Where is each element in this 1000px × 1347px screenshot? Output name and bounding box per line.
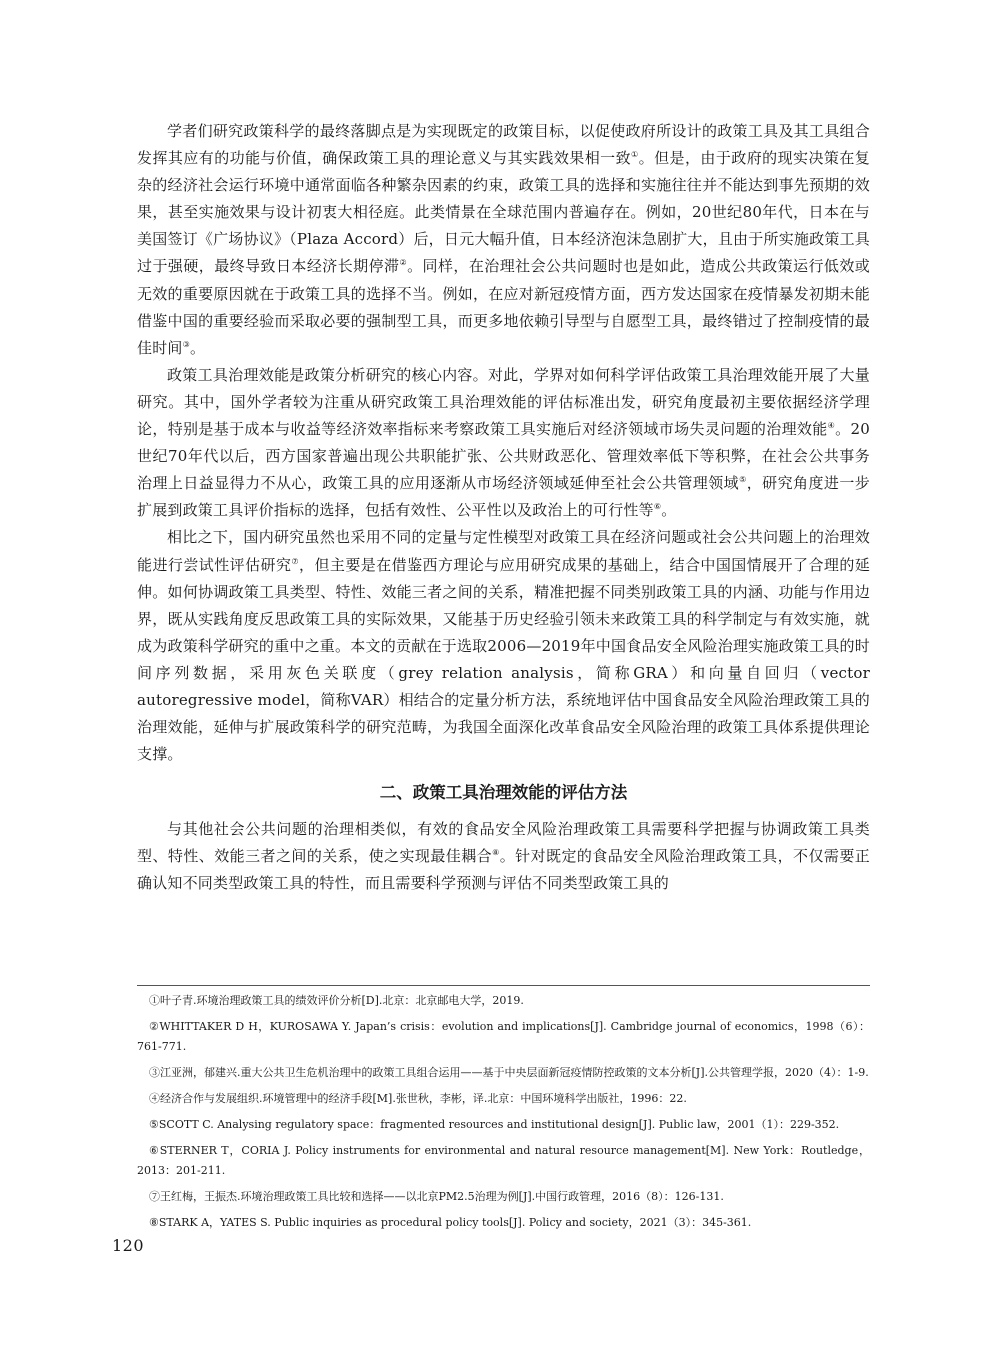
paragraph-text: 。但是，由于政府的现实决策在复杂的经济社会运行环境中通常面临各种繁杂因素的约束，政策工具的选择和实施往往并不能达到事先预期的效果，甚至实施效果与设计初衷大相径庭。此类情景在全球范围内普遍存在。例如，20世纪80年代，日本在与美国签订《广场协议》（Plaza Accord）后，日元大幅升值，日本经济泡沫急剧扩大，且由于所实施政策工具过于强硬，最终导致日本经济长期停滞: [137, 149, 870, 276]
footnote-ref-1[interactable]: ①: [631, 150, 639, 160]
footnote-ref-4[interactable]: ④: [827, 421, 836, 431]
page-number: 120: [112, 1236, 145, 1255]
footnote-1: ①叶子青.环境治理政策工具的绩效评价分析[D].北京：北京邮电大学，2019.: [149, 994, 524, 1007]
footnote-ref-2[interactable]: ②: [399, 258, 408, 268]
footnote-6: ⑥STERNER T，CORIA J. Policy instruments for environmental and natural resource management[M]. New York：Routledge，2013：201-211.: [137, 1144, 870, 1177]
paragraph-evaluation-method: [137, 816, 870, 897]
paragraph-text: 。20世纪70年代以后，西方国家普遍出现公共职能扩张、公共财政恶化、管理效率低下等积弊，在社会公共事务治理上日益显得力不从心，政策工具的应用逐渐从市场经济领域延伸至社会公共管理领域: [137, 420, 871, 493]
paragraph-text: 。同样，在治理社会公共问题时也是如此，造成公共政策运行低效或无效的重要原因就在于政策工具的选择不当。例如，在应对新冠疫情方面，西方发达国家在疫情暴发初期未能借鉴中国的重要经验而采取必要的强制型工具，而更多地依赖引导型与自愿型工具，最终错过了控制疫情的最佳时间: [137, 257, 871, 357]
paragraph-text: ，但主要是在借鉴西方理论与应用研究成果的基础上，结合中国国情展开了合理的延伸。如何协调政策工具类型、特性、效能三者之间的关系，精准把握不同类别政策工具的内涵、功能与作用边界，既从实践角度反思政策工具的实际效果，又能基于历史经验引领未来政策工具的科学制定与有效实施，就成为政策科学研究的重中之重。本文的贡献在于选取2006—2019年中国食品安全风险治理实施政策工具的时间序列数据，采用灰色关联度（grey relation analysis，简称GRA）和向量自回归（vector autoregressive model，简称VAR）相结合的定量分析方法，系统地评估中国食品安全风险治理政策工具的治理效能，延伸与扩展政策科学的研究范畴，为我国全面深化改革食品安全风险治理的政策工具体系提供理论支撑。: [137, 555, 871, 764]
paragraph-text: 。针对既定的食品安全风险治理政策工具，不仅需要正确认知不同类型政策工具的特性，而且需要科学预测与评估不同类型政策工具的: [137, 847, 871, 893]
footnote-ref-8[interactable]: ⑧: [492, 848, 500, 858]
section-heading: 二、政策工具治理效能的评估方法: [379, 783, 628, 803]
footnote-5: ⑤SCOTT C. Analysing regulatory space：fragmented resources and institutional design[J]. Public law，2001（1）：229-352.: [149, 1118, 840, 1131]
paragraph-text: 。: [189, 338, 206, 357]
footnote-ref-6[interactable]: ⑥: [653, 502, 662, 512]
footnote-ref-7[interactable]: ⑦: [291, 556, 300, 566]
footnote-2: ②WHITTAKER D H，KUROSAWA Y. Japan’s crisis：evolution and implications[J]. Cambridge journal of economics，1998（6）：761-771.: [137, 1020, 870, 1053]
paragraph-text: 与其他社会公共问题的治理相类似，有效的食品安全风险治理政策工具需要科学把握与协调政策工具类型、特性、效能三者之间的关系，使之实现最佳耦合: [137, 820, 870, 866]
paragraph-domestic-research: [137, 524, 870, 768]
footnote-7: ⑦王红梅，王振杰.环境治理政策工具比较和选择——以北京PM2.5治理为例[J].中国行政管理，2016（8）：126-131.: [149, 1190, 724, 1203]
paragraph-text: 政策工具治理效能是政策分析研究的核心内容。对此，学界对如何科学评估政策工具治理效能开展了大量研究。其中，国外学者较为注重从研究政策工具治理效能的评估标准出发，研究角度最初主要依据经济学理论，特别是基于成本与收益等经济效率指标来考察政策工具实施后对经济领域市场失灵问题的治理效能: [137, 365, 870, 439]
paragraph-text: ，研究角度进一步扩展到政策工具评价指标的选择，包括有效性、公平性以及政治上的可行性等: [137, 474, 871, 520]
paragraph-policy-goals: [137, 118, 870, 362]
footnotes: [137, 985, 870, 1239]
footnote-3: ③江亚洲，郁建兴.重大公共卫生危机治理中的政策工具组合运用——基于中央层面新冠疫情防控政策的文本分析[J].公共管理学报，2020（4）：1-9.: [149, 1066, 869, 1079]
paragraph-text: 。: [661, 501, 677, 520]
body-text: [137, 118, 870, 898]
footnote-ref-5[interactable]: ⑤: [739, 475, 747, 485]
footnote-8: ⑧STARK A，YATES S. Public inquiries as procedural policy tools[J]. Policy and society，2021（3）：345-361.: [149, 1216, 752, 1229]
paragraph-foreign-research: [137, 362, 870, 525]
footnote-ref-3[interactable]: ③: [182, 339, 190, 349]
paragraph-text: 相比之下，国内研究虽然也采用不同的定量与定性模型对政策工具在经济问题或社会公共问题上的治理效能进行尝试性评估研究: [137, 528, 870, 574]
paragraph-text: 学者们研究政策科学的最终落脚点是为实现既定的政策目标，以促使政府所设计的政策工具及其工具组合发挥其应有的功能与价值，确保政策工具的理论意义与其实践效果相一致: [137, 122, 870, 168]
footnote-4: ④经济合作与发展组织.环境管理中的经济手段[M].张世秋，李彬，译.北京：中国环境科学出版社，1996：22.: [149, 1092, 687, 1105]
